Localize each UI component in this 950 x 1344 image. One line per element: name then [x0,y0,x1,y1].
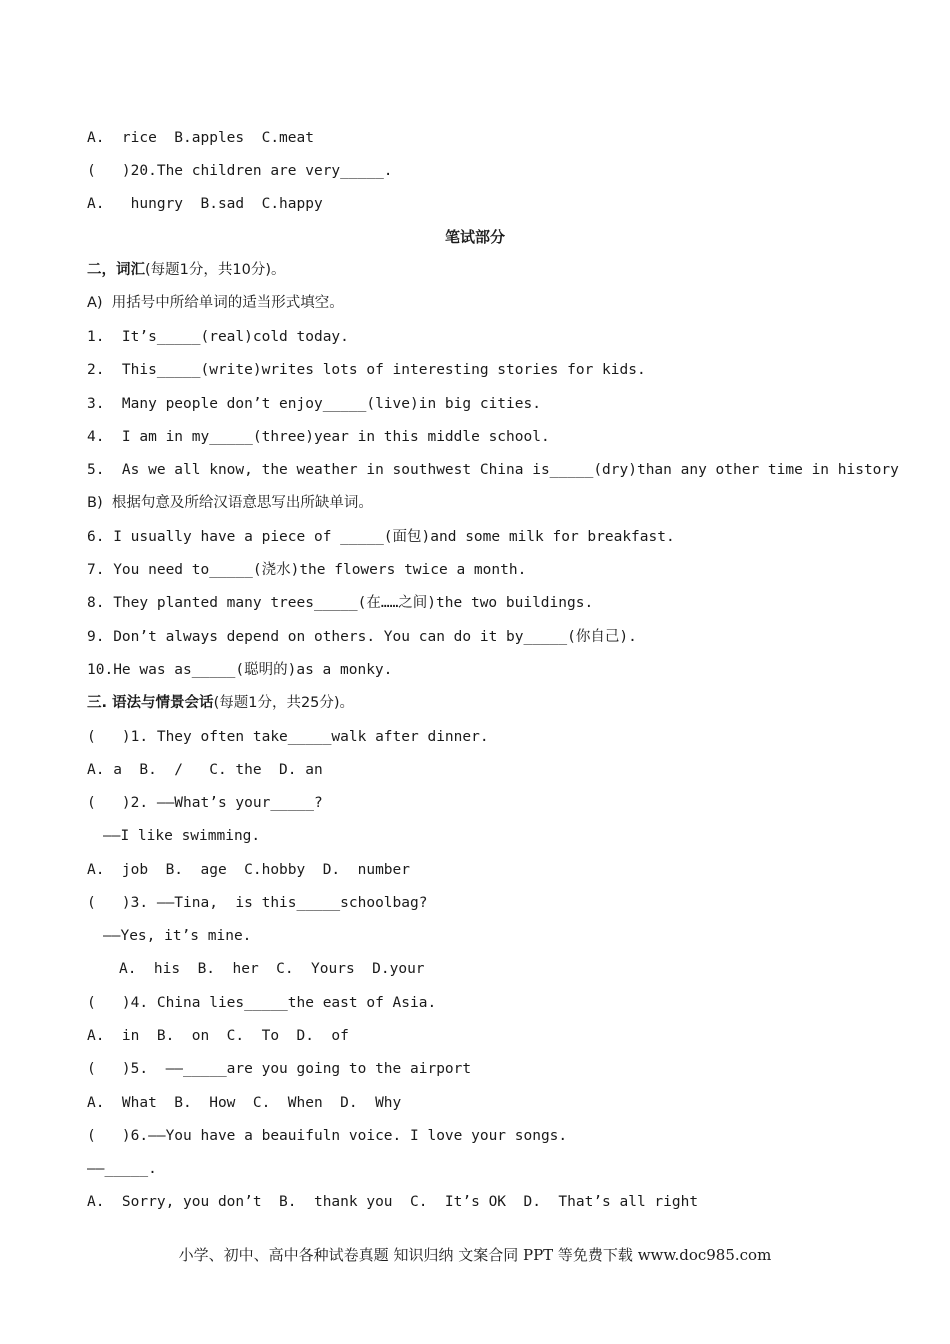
grammar-q5-options: A. What B. How C. When D. Why [87,1095,402,1111]
vocabulary-heading-note: (每题1分，共10分)。 [145,262,286,278]
vocab-item-2: 2. This_____(write)writes lots of interesting stories for kids. [87,362,646,378]
vocab-item-4: 4. I am in my_____(three)year in this middle school. [87,429,550,445]
vocab-item-1: 1. It’s_____(real)cold today. [87,329,349,345]
grammar-q1-stem: ( )1. They often take_____walk after dinner. [87,729,489,745]
q19-options: A. rice B.apples C.meat [87,130,314,146]
vocab-item-10: 10.He was as_____(聪明的)as a monky. [87,662,393,678]
vocab-item-7: 7. You need to_____(浇水)the flowers twice a month. [87,562,527,578]
vocab-item-3: 3. Many people don’t enjoy_____(live)in big cities. [87,396,541,412]
grammar-q6-answer: ——_____. [87,1161,157,1177]
vocabulary-heading [87,259,286,281]
vocabulary-heading-main: 二，词汇 [87,262,145,278]
grammar-q3-options: A. his B. her C. Yours D.your [119,961,425,977]
grammar-q5-stem: ( )5. ——_____are you going to the airport [87,1061,472,1077]
grammar-q1-options: A. a B. / C. the D. an [87,762,323,778]
grammar-q2-stem: ( )2. ——What’s your_____? [87,795,323,811]
grammar-q4-stem: ( )4. China lies_____the east of Asia. [87,995,437,1011]
written-section-title: 笔试部分 [444,228,505,246]
vocab-item-5: 5. As we all know, the weather in southwest China is_____(dry)than any other time in history [87,462,899,478]
grammar-q6-options: A. Sorry, you don’t B. thank you C. It’s OK D. That’s all right [87,1194,699,1210]
part-a-instruction: A) 用括号中所给单词的适当形式填空。 [87,295,344,311]
grammar-heading [87,692,354,714]
grammar-q2-answer: ——I like swimming. [103,828,261,844]
part-b-instruction: B) 根据句意及所给汉语意思写出所缺单词。 [87,495,373,511]
q20-stem: ( )20.The children are very_____. [87,163,393,179]
vocab-item-9: 9. Don’t always depend on others. You can do it by_____(你自己). [87,629,637,645]
grammar-q6-stem: ( )6.——You have a beauifuln voice. I love your songs. [87,1128,568,1144]
vocab-item-8: 8. They planted many trees_____(在……之间)the two buildings. [87,595,594,611]
grammar-q3-answer: ——Yes, it’s mine. [103,928,252,944]
grammar-heading-note: (每题1分，共25分)。 [213,695,355,711]
page-footer: 小学、初中、高中各种试卷真题 知识归纳 文案合同 PPT 等免费下载 www.doc985.com [178,1246,772,1264]
vocab-item-6: 6. I usually have a piece of _____(面包)and some milk for breakfast. [87,529,675,545]
grammar-q3-stem: ( )3. ——Tina, is this_____schoolbag? [87,895,428,911]
grammar-q4-options: A. in B. on C. To D. of [87,1028,349,1044]
grammar-heading-main: 三. 语法与情景会话 [87,695,214,711]
grammar-q2-options: A. job B. age C.hobby D. number [87,862,411,878]
q20-options: A. hungry B.sad C.happy [87,196,323,212]
